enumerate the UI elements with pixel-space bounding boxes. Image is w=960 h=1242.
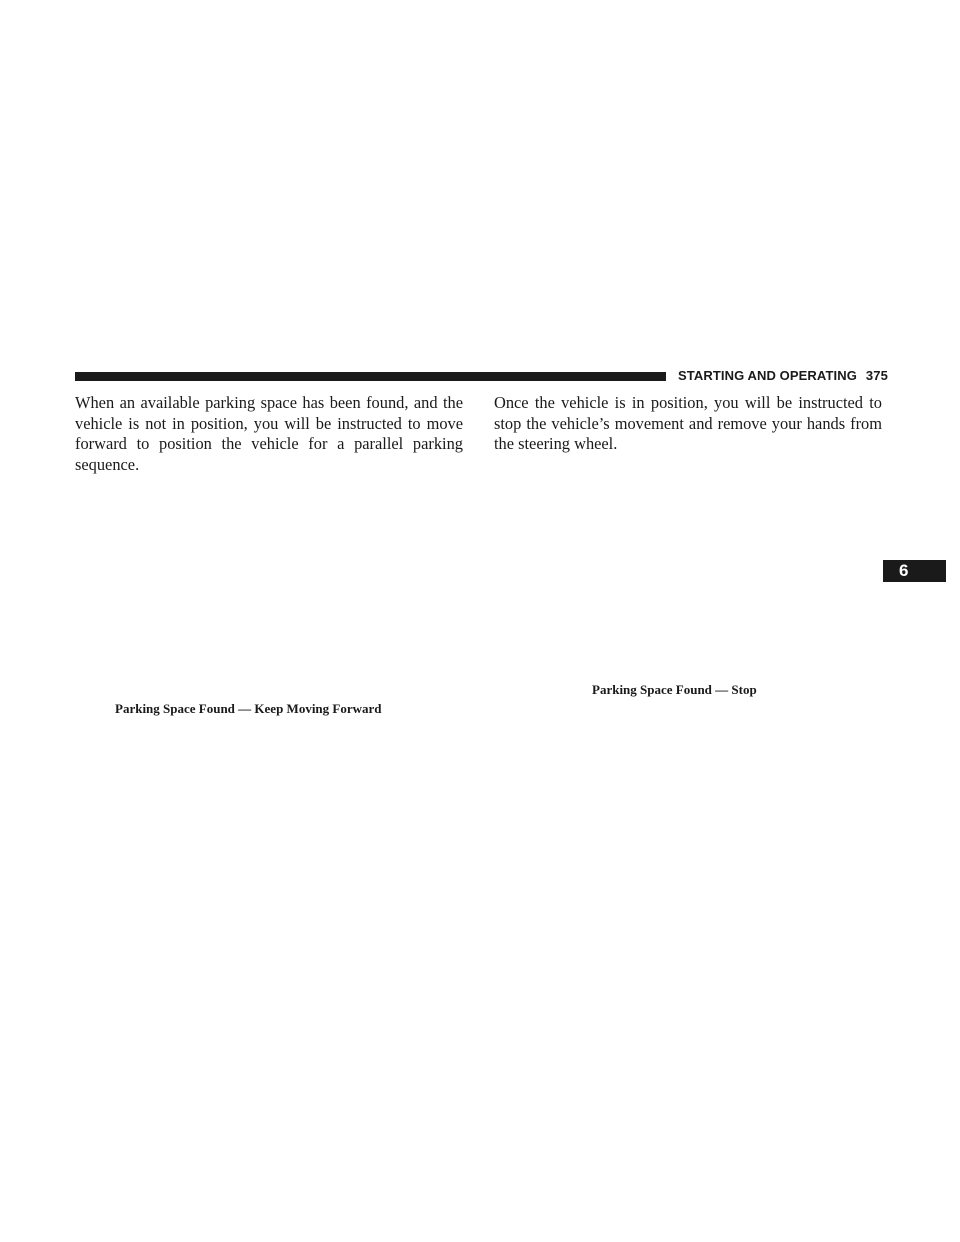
chapter-number: 6 (899, 561, 909, 580)
running-header (678, 367, 888, 385)
right-paragraph: Once the vehicle is in position, you will be instructed to stop the vehicle’s movement and remove your hands from the steering wheel. (494, 393, 882, 453)
left-paragraph: When an available parking space has been found, and the vehicle is not in position, you will be instructed to move forward to position the vehicle for a parallel parking sequence. (75, 393, 463, 474)
header-rule (75, 372, 666, 381)
chapter-tab (883, 560, 946, 582)
page-number: 375 (865, 368, 888, 383)
section-title: STARTING AND OPERATING (678, 368, 857, 383)
figure-caption-keep-moving: Parking Space Found — Keep Moving Forward (115, 701, 382, 716)
figure-caption-stop: Parking Space Found — Stop (592, 682, 757, 697)
